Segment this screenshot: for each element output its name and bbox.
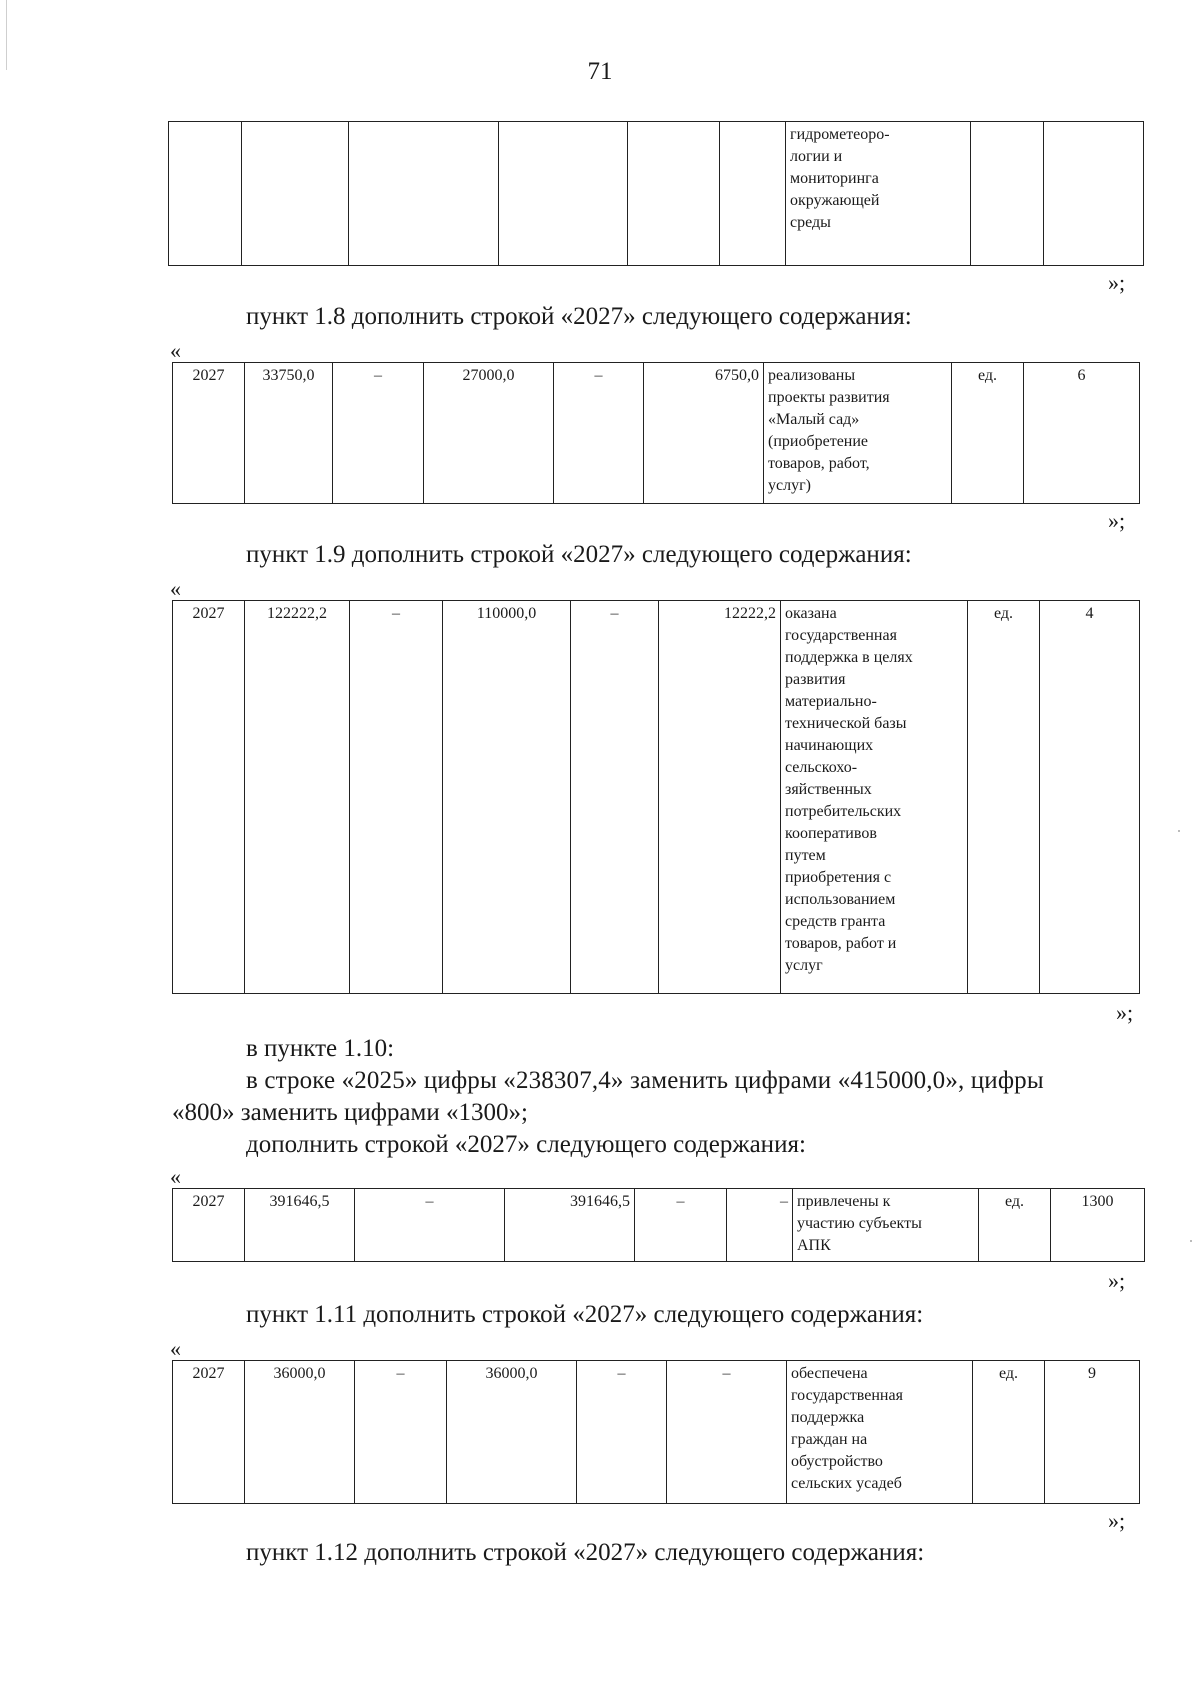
cell-col3: – <box>355 1189 505 1262</box>
cell-col3: – <box>350 601 443 994</box>
cell-col4: 110000,0 <box>443 601 571 994</box>
cell-col3 <box>349 122 499 266</box>
continuation-table <box>168 121 1144 266</box>
cell-total: 33750,0 <box>245 363 333 504</box>
cell-col3: – <box>333 363 424 504</box>
cell-col4: 27000,0 <box>424 363 554 504</box>
cell-col5: – <box>554 363 644 504</box>
cell-col4: 391646,5 <box>505 1189 635 1262</box>
table-row <box>169 122 1144 266</box>
table-section-1-9 <box>172 600 1140 994</box>
section-heading: пункт 1.9 дополнить строкой «2027» следующего содержания: <box>246 541 912 568</box>
cell-total <box>242 122 349 266</box>
cell-description: привлечены к участию субъекты АПК <box>793 1189 979 1262</box>
cell-description: оказана государственная поддержка в целях развития материально- технической базы начинающих сельскохо- зяйственных потребительских кооперативов путем приобретения с использованием средств гранта товаров, работ и услуг <box>781 601 968 994</box>
cell-value: 6 <box>1024 363 1140 504</box>
cell-col6 <box>720 122 786 266</box>
replacement-text-line1: в строке «2025» цифры «238307,4» заменить цифрами «415000,0», цифры <box>246 1067 1044 1094</box>
cell-unit <box>971 122 1044 266</box>
table-section-1-10 <box>172 1188 1145 1262</box>
closing-quote: »; <box>1116 1000 1134 1025</box>
page-number: 71 <box>587 58 613 85</box>
cell-col5: – <box>571 601 659 994</box>
cell-unit: ед. <box>973 1361 1045 1504</box>
cell-description: гидрометеоро- логии и мониторинга окружающей среды <box>786 122 971 266</box>
section-heading: пункт 1.8 дополнить строкой «2027» следующего содержания: <box>246 303 912 330</box>
cell-total: 36000,0 <box>245 1361 355 1504</box>
cell-col6: – <box>727 1189 793 1262</box>
cell-value <box>1044 122 1144 266</box>
table-section-1-11 <box>172 1360 1140 1504</box>
cell-year: 2027 <box>173 1361 245 1504</box>
closing-quote: »; <box>1108 1268 1126 1293</box>
cell-value: 1300 <box>1051 1189 1145 1262</box>
cell-col6: – <box>667 1361 787 1504</box>
table-row <box>173 363 1140 504</box>
closing-quote: »; <box>1108 508 1126 533</box>
table-row <box>173 1189 1145 1262</box>
cell-year: 2027 <box>173 1189 245 1262</box>
section-intro: в пункте 1.10: <box>246 1035 395 1062</box>
cell-year <box>169 122 242 266</box>
cell-col5 <box>628 122 720 266</box>
closing-quote: »; <box>1108 270 1126 295</box>
cell-description: обеспечена государственная поддержка граждан на обустройство сельских усадеб <box>787 1361 973 1504</box>
cell-unit: ед. <box>979 1189 1051 1262</box>
cell-value: 9 <box>1045 1361 1140 1504</box>
table-section-1-8 <box>172 362 1140 504</box>
cell-col6: 12222,2 <box>659 601 781 994</box>
cell-col5: – <box>577 1361 667 1504</box>
cell-total: 122222,2 <box>245 601 350 994</box>
section-heading: пункт 1.11 дополнить строкой «2027» следующего содержания: <box>246 1301 924 1328</box>
cell-unit: ед. <box>952 363 1024 504</box>
cell-col4 <box>499 122 628 266</box>
cell-value: 4 <box>1040 601 1140 994</box>
section-heading: дополнить строкой «2027» следующего содержания: <box>246 1131 806 1158</box>
scan-dust <box>1178 830 1180 832</box>
opening-quote: « <box>170 576 181 601</box>
cell-year: 2027 <box>173 363 245 504</box>
cell-total: 391646,5 <box>245 1189 355 1262</box>
closing-quote: »; <box>1108 1508 1126 1533</box>
scan-dust <box>1190 1240 1192 1242</box>
replacement-text-line2: «800» заменить цифрами «1300»; <box>172 1099 528 1126</box>
opening-quote: « <box>170 338 181 363</box>
cell-description: реализованы проекты развития «Малый сад» (приобретение товаров, работ, услуг) <box>764 363 952 504</box>
section-heading: пункт 1.12 дополнить строкой «2027» следующего содержания: <box>246 1539 925 1566</box>
cell-unit: ед. <box>968 601 1040 994</box>
opening-quote: « <box>170 1164 181 1189</box>
table-row <box>173 1361 1140 1504</box>
cell-col6: 6750,0 <box>644 363 764 504</box>
cell-col5: – <box>635 1189 727 1262</box>
opening-quote: « <box>170 1336 181 1361</box>
table-row <box>173 601 1140 994</box>
cell-col4: 36000,0 <box>447 1361 577 1504</box>
cell-col3: – <box>355 1361 447 1504</box>
cell-year: 2027 <box>173 601 245 994</box>
